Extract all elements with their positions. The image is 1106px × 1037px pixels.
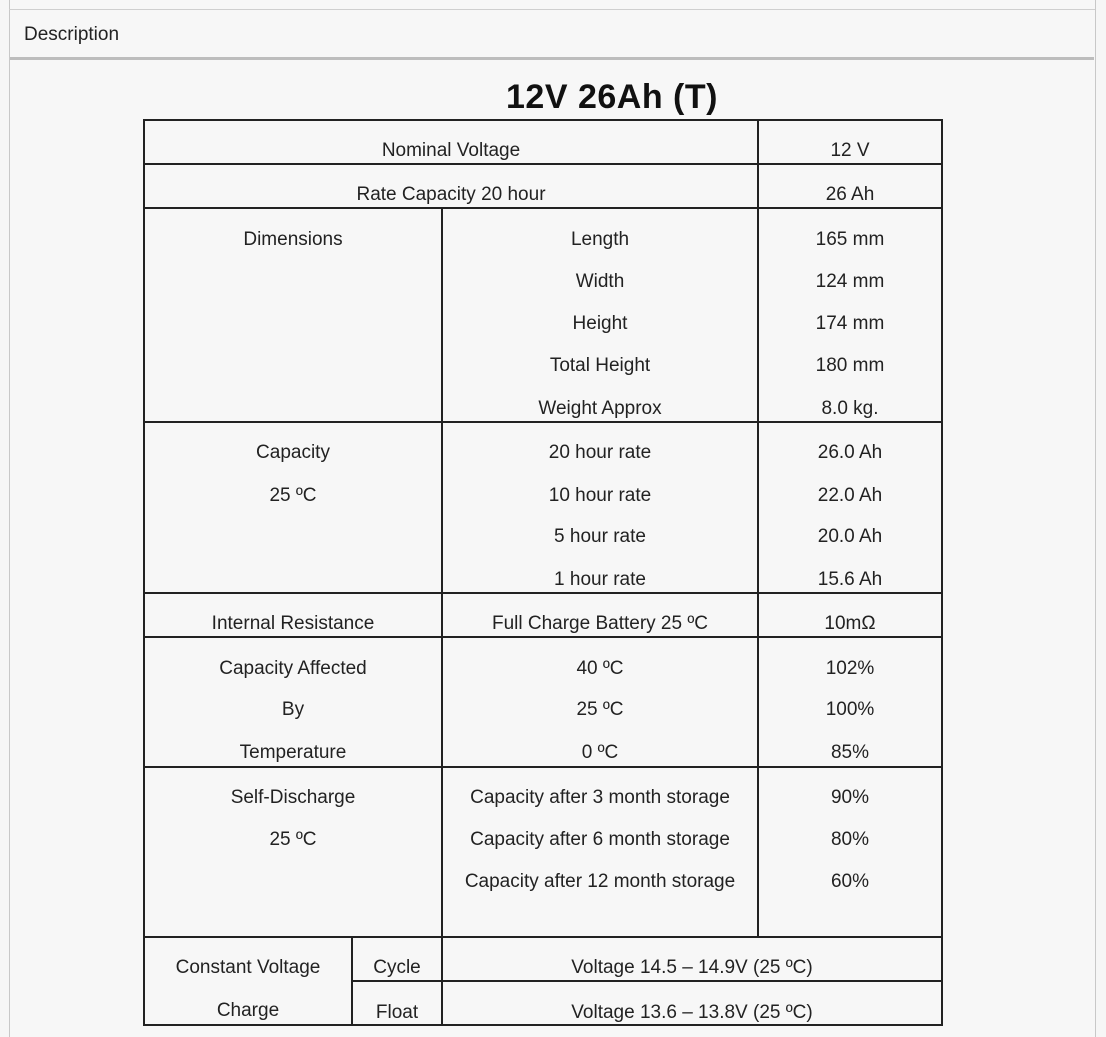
temperature-value: 100% (825, 699, 875, 720)
table-border-right (941, 119, 943, 1026)
capacity-rate-value: 26.0 Ah (817, 442, 883, 463)
temperature-group-line1: Capacity Affected (219, 658, 367, 679)
capacity-group-label: Capacity (256, 442, 330, 463)
rate-capacity-label: Rate Capacity 20 hour (356, 184, 546, 205)
temperature-group-line3: Temperature (239, 742, 347, 763)
charge-group-line1: Constant Voltage (175, 957, 321, 978)
dimensions-group-label: Dimensions (243, 229, 343, 250)
table-border-top (143, 119, 943, 121)
self-discharge-group-line2: 25 ºC (269, 829, 317, 850)
capacity-rate-value: 15.6 Ah (817, 569, 883, 590)
charge-group-line2: Charge (216, 1000, 280, 1021)
self-discharge-label: Capacity after 3 month storage (470, 787, 730, 808)
internal-resistance-value: 10mΩ (824, 613, 876, 634)
dimension-value-length: 165 mm (815, 229, 885, 250)
charge-mode-cycle: Cycle (373, 957, 421, 978)
row-divider (143, 207, 943, 209)
nominal-voltage-label: Nominal Voltage (381, 140, 521, 161)
nominal-voltage-value: 12 V (830, 140, 870, 161)
dimension-value-weight: 8.0 kg. (821, 398, 879, 419)
tab-description-label: Description (24, 24, 120, 45)
dimension-value-total-height: 180 mm (815, 355, 885, 376)
dimension-label-width: Width (575, 271, 625, 292)
table-border-bottom (143, 1024, 943, 1026)
row-divider (143, 636, 943, 638)
capacity-rate-label: 5 hour rate (554, 526, 646, 547)
capacity-group-temp: 25 ºC (269, 485, 317, 506)
row-divider (143, 766, 943, 768)
charge-mode-float: Float (375, 1002, 419, 1023)
temperature-label: 25 ºC (576, 699, 624, 720)
dimension-value-height: 174 mm (815, 313, 885, 334)
dimension-label-weight: Weight Approx (538, 398, 662, 419)
capacity-rate-label: 1 hour rate (554, 569, 646, 590)
row-divider (143, 163, 943, 165)
temperature-value: 85% (830, 742, 870, 763)
internal-resistance-group-label: Internal Resistance (211, 613, 375, 634)
dimension-label-length: Length (570, 229, 630, 250)
product-title: 12V 26Ah (T) (506, 78, 718, 116)
charge-voltage-cycle: Voltage 14.5 – 14.9V (25 ºC) (571, 957, 813, 978)
self-discharge-value: 80% (830, 829, 870, 850)
dimension-value-width: 124 mm (815, 271, 885, 292)
self-discharge-value: 60% (830, 871, 870, 892)
temperature-label: 40 ºC (576, 658, 624, 679)
row-divider (143, 421, 943, 423)
capacity-rate-value: 20.0 Ah (817, 526, 883, 547)
row-divider (143, 936, 943, 938)
temperature-label: 0 ºC (581, 742, 619, 763)
rate-capacity-value: 26 Ah (825, 184, 875, 205)
row-divider (143, 592, 943, 594)
self-discharge-label: Capacity after 6 month storage (470, 829, 730, 850)
self-discharge-group-line1: Self-Discharge (230, 787, 356, 808)
table-border-left (143, 119, 145, 1026)
capacity-rate-label: 10 hour rate (548, 485, 652, 506)
capacity-rate-value: 22.0 Ah (817, 485, 883, 506)
dimension-label-total-height: Total Height (549, 355, 651, 376)
dimension-label-height: Height (572, 313, 628, 334)
capacity-rate-label: 20 hour rate (548, 442, 652, 463)
self-discharge-label: Capacity after 12 month storage (464, 871, 736, 892)
tab-description[interactable] (10, 10, 1094, 60)
internal-resistance-label: Full Charge Battery 25 ºC (491, 613, 709, 634)
charge-voltage-float: Voltage 13.6 – 13.8V (25 ºC) (571, 1002, 813, 1023)
self-discharge-value: 90% (830, 787, 870, 808)
temperature-value: 102% (825, 658, 875, 679)
row-divider (351, 980, 943, 982)
temperature-group-line2: By (281, 699, 305, 720)
